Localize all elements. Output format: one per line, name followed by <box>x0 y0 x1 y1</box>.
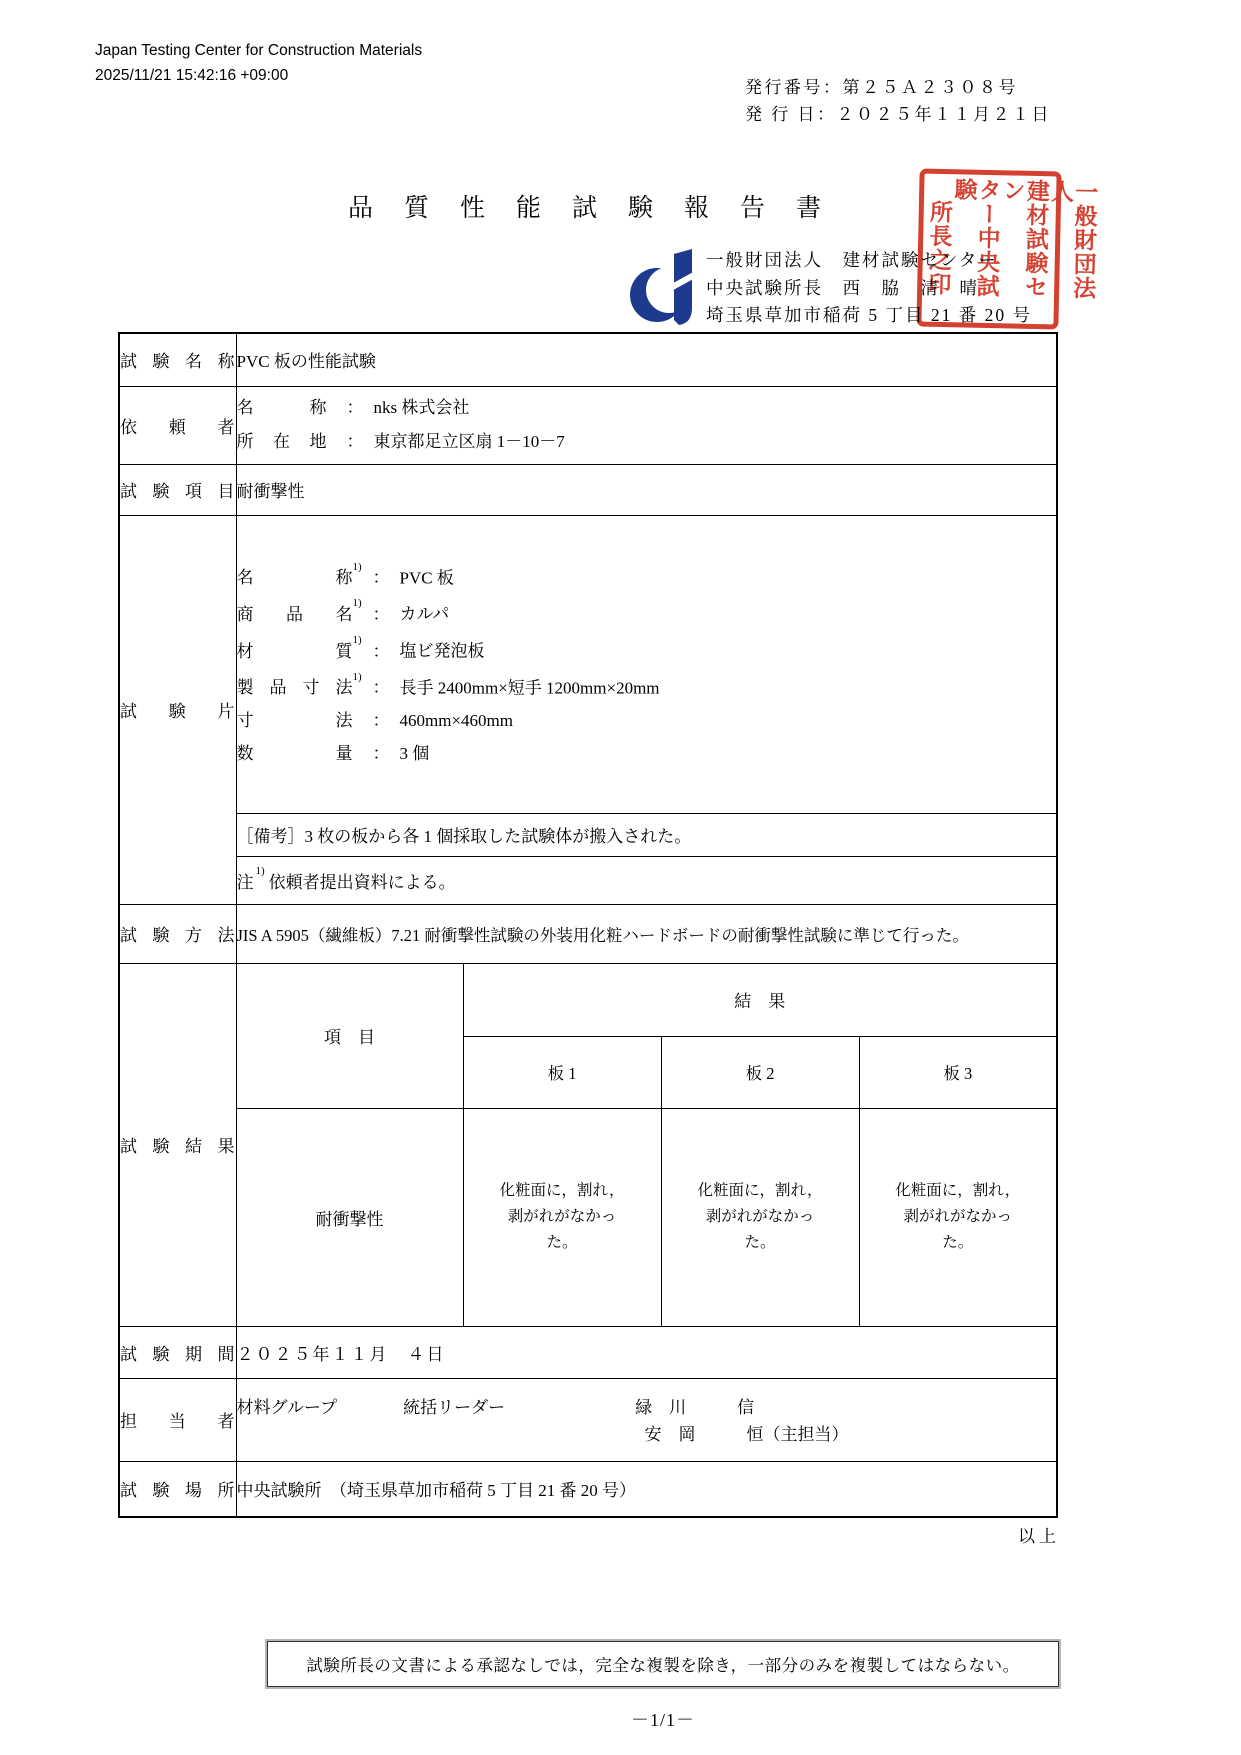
personnel-group: 材料グループ <box>236 1397 338 1417</box>
specimen-label: 試験片 <box>119 515 236 904</box>
personnel-person1: 緑 川 信 <box>635 1397 755 1417</box>
row-results-data <box>119 1108 1057 1326</box>
footnote-marker: 1) <box>352 634 362 646</box>
client-address-key: 所在地 <box>236 432 327 451</box>
test-site-label: 試験場所 <box>119 1461 236 1517</box>
document-header <box>95 38 422 88</box>
colon: ： <box>372 711 390 731</box>
specimen-detail-line <box>237 704 1057 737</box>
seal-column: 建材試験セン <box>999 178 1050 300</box>
specimen-details <box>236 515 1057 813</box>
detail-value: PVC 板 <box>399 568 454 588</box>
org-name-en: Japan Testing Center for Construction Materials <box>95 42 423 59</box>
issuer-director: 中央試験所長 西 脇 清 晴 <box>706 277 979 298</box>
row-results-header1 <box>119 963 1057 1036</box>
client-name-key: 名称 <box>236 398 327 417</box>
report-table <box>118 332 1058 1518</box>
seal-column: 一般財団法人 <box>1047 179 1098 301</box>
personnel-line1 <box>237 1392 1057 1421</box>
issue-date: 発 行 日：２０２５年１１月２１日 <box>745 105 1051 124</box>
client-value <box>236 386 1057 464</box>
personnel-role: 統括リーダー <box>403 1397 506 1417</box>
personnel-person2: 安 岡 恒（主担当） <box>644 1424 849 1444</box>
detail-value: 塩ビ発泡板 <box>399 641 485 661</box>
test-name-value: PVC 板の性能試験 <box>236 333 1057 386</box>
personnel-value <box>236 1378 1057 1461</box>
test-site-value: 中央試験所 （埼玉県草加市稲荷 5 丁目 21 番 20 号） <box>236 1461 1057 1517</box>
issuer-address: 埼玉県草加市稲荷 5 丁目 21 番 20 号 <box>706 305 1032 325</box>
test-item-value: 耐衝撃性 <box>236 464 1057 515</box>
detail-key: 名称 <box>236 568 353 588</box>
row-specimen-remark <box>119 813 1057 856</box>
results-result-header: 結 果 <box>463 963 1057 1036</box>
note-prefix: 注 <box>236 872 254 892</box>
board1-result <box>463 1108 661 1326</box>
seal-column: 所長之印 <box>925 199 953 297</box>
client-address-line <box>237 425 1057 459</box>
page-number: －1/1－ <box>630 1710 695 1730</box>
board2-result-text: 化粧面に，割れ，剥がれがなかった。 <box>697 1182 823 1251</box>
board2-result <box>661 1108 859 1326</box>
board1-result-text: 化粧面に，割れ，剥がれがなかった。 <box>499 1182 625 1251</box>
test-method-value: JIS A 5905（繊維板）7.21 耐衝撃性試験の外装用化粧ハードボードの耐衝撃性試験に準じて行った。 <box>236 904 1057 963</box>
colon: ： <box>372 641 390 661</box>
detail-value: 3 個 <box>399 744 430 764</box>
row-test-name <box>119 333 1057 386</box>
colon: ： <box>346 432 364 451</box>
colon: ： <box>372 568 390 588</box>
official-seal-stamp <box>916 169 1098 330</box>
specimen-detail-line <box>237 737 1057 770</box>
jtccm-logo-icon <box>628 246 698 332</box>
client-label: 依頼者 <box>119 386 236 464</box>
test-period-value: ２０２５年１１月 ４日 <box>236 1326 1057 1378</box>
specimen-remark: ［備考］3 枚の板から各 1 個採取した試験体が搬入された。 <box>236 813 1057 856</box>
test-item-label: 試験項目 <box>119 464 236 515</box>
copy-restriction-notice-box <box>267 1641 1059 1687</box>
row-test-method <box>119 904 1057 963</box>
board3-result <box>859 1108 1057 1326</box>
footnote-marker: 1) <box>352 597 362 610</box>
specimen-detail-line <box>237 668 1057 705</box>
colon: ： <box>346 398 364 417</box>
issue-block <box>745 74 1051 128</box>
colon: ： <box>372 744 390 764</box>
footnote-marker: 1) <box>352 560 362 573</box>
issue-number: 発行番号：第２５Ａ２３０８号 <box>745 78 1018 97</box>
end-mark: 以上 <box>1018 1527 1060 1546</box>
board3-header: 板 3 <box>859 1036 1057 1108</box>
detail-key: 寸法 <box>236 711 353 731</box>
test-period-label: 試験期間 <box>119 1326 236 1378</box>
results-item-header: 項 目 <box>236 963 463 1108</box>
client-name-value: nks 株式会社 <box>373 398 470 417</box>
row-client <box>119 386 1057 464</box>
result-item-name: 耐衝撃性 <box>236 1108 463 1326</box>
client-name-line <box>237 391 1057 425</box>
page-title: 品質性能試験報告書 <box>348 195 853 222</box>
row-test-period <box>119 1326 1057 1378</box>
results-label: 試験結果 <box>119 963 236 1326</box>
personnel-label: 担当者 <box>119 1378 236 1461</box>
row-specimen-note <box>119 856 1057 904</box>
detail-key: 数量 <box>236 744 353 764</box>
detail-key: 材質 <box>236 641 353 661</box>
detail-key: 商品名 <box>236 605 353 624</box>
footnote-marker: 1) <box>352 670 362 683</box>
test-method-label: 試験方法 <box>119 904 236 963</box>
print-timestamp: 2025/11/21 15:42:16 +09:00 <box>95 67 289 84</box>
detail-value: 長手 2400mm×短手 1200mm×20mm <box>399 678 660 698</box>
client-address-value: 東京都足立区扇 1－10－7 <box>373 432 565 451</box>
detail-value: カルパ <box>399 605 450 624</box>
issuer-name: 一般財団法人 建材試験センター <box>706 250 998 270</box>
board2-header: 板 2 <box>661 1036 859 1108</box>
colon: ： <box>372 605 390 624</box>
seal-column: ター中央試験 <box>951 177 1001 299</box>
board3-result-text: 化粧面に，割れ，剥がれがなかった。 <box>895 1182 1021 1251</box>
row-specimen-details <box>119 515 1057 813</box>
footnote-marker: 1) <box>255 864 265 877</box>
board1-header: 板 1 <box>463 1036 661 1108</box>
note-text: 依頼者提出資料による。 <box>268 872 456 892</box>
detail-key: 製品寸法 <box>236 678 353 698</box>
test-name-label: 試験名称 <box>119 333 236 386</box>
colon: ： <box>372 678 390 698</box>
row-test-site <box>119 1461 1057 1517</box>
row-personnel <box>119 1378 1057 1461</box>
row-test-item <box>119 464 1057 515</box>
copy-restriction-notice: 試験所長の文書による承認なしでは，完全な複製を除き，一部分のみを複製してはならない。 <box>306 1656 1020 1675</box>
detail-value: 460mm×460mm <box>399 711 513 731</box>
specimen-note <box>236 856 1057 904</box>
